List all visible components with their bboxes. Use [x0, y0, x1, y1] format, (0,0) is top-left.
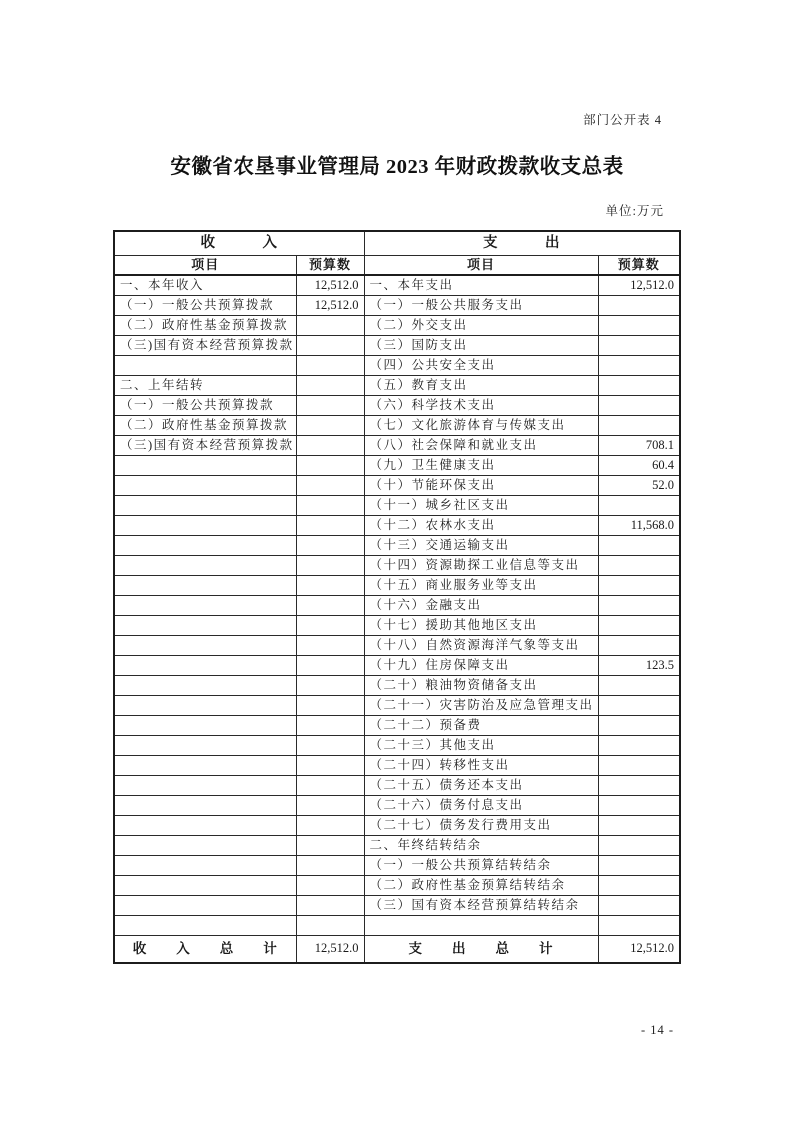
expense-value-cell: [598, 596, 680, 616]
income-item-cell: [114, 456, 296, 476]
expense-item-cell: （十二）农林水支出: [364, 516, 598, 536]
income-value-cell: [296, 796, 364, 816]
income-value-cell: [296, 336, 364, 356]
income-value-cell: 12,512.0: [296, 275, 364, 296]
expense-item-cell: （九）卫生健康支出: [364, 456, 598, 476]
income-value-cell: [296, 376, 364, 396]
expense-value-cell: [598, 316, 680, 336]
expense-item-cell: （五）教育支出: [364, 376, 598, 396]
table-row: [114, 716, 680, 736]
expense-item-cell: （十七）援助其他地区支出: [364, 616, 598, 636]
expense-value-cell: 123.5: [598, 656, 680, 676]
income-value-cell: [296, 456, 364, 476]
column-header-row: [114, 256, 680, 276]
expense-value-cell: 60.4: [598, 456, 680, 476]
expense-value-cell: [598, 876, 680, 896]
page-number: - 14 -: [641, 1023, 675, 1037]
doc-sheet-label: 部门公开表 4: [583, 113, 662, 127]
income-item-cell: 二、上年结转: [114, 376, 296, 396]
table-row: [114, 816, 680, 836]
expense-value-cell: [598, 916, 680, 936]
expense-item-cell: （十三）交通运输支出: [364, 536, 598, 556]
income-value-cell: [296, 776, 364, 796]
expense-value-cell: [598, 536, 680, 556]
table-row: [114, 836, 680, 856]
expense-item-cell: （七）文化旅游体育与传媒支出: [364, 416, 598, 436]
expense-item-cell: （四）公共安全支出: [364, 356, 598, 376]
income-value-cell: [296, 816, 364, 836]
expense-item-cell: （三）国有资本经营预算结转结余: [364, 896, 598, 916]
expense-value-cell: [598, 796, 680, 816]
income-item-cell: [114, 636, 296, 656]
income-item-cell: [114, 536, 296, 556]
income-item-cell: [114, 896, 296, 916]
expense-item-cell: （三）国防支出: [364, 336, 598, 356]
table-row: [114, 496, 680, 516]
income-value-cell: [296, 916, 364, 936]
expense-value-cell: [598, 336, 680, 356]
expense-item-cell: 二、年终结转结余: [364, 836, 598, 856]
income-item-cell: [114, 876, 296, 896]
expense-value-cell: [598, 856, 680, 876]
expense-item-cell: [364, 916, 598, 936]
expense-value-cell: [598, 636, 680, 656]
income-value-cell: [296, 656, 364, 676]
income-value-cell: [296, 396, 364, 416]
expense-value-cell: [598, 896, 680, 916]
expense-item-cell: （十一）城乡社区支出: [364, 496, 598, 516]
income-item-cell: [114, 716, 296, 736]
table-row: [114, 536, 680, 556]
table-row: [114, 916, 680, 936]
table-row: [114, 676, 680, 696]
expense-item-cell: （二十二）预备费: [364, 716, 598, 736]
expense-total-label: 支 出 总 计: [364, 936, 598, 964]
table-row: [114, 296, 680, 316]
income-value-cell: [296, 356, 364, 376]
expense-value-cell: 12,512.0: [598, 275, 680, 296]
income-value-cell: [296, 636, 364, 656]
expense-section-header: 支 出: [364, 231, 680, 256]
expense-value-cell: [598, 696, 680, 716]
income-item-cell: [114, 676, 296, 696]
expense-item-cell: （十六）金融支出: [364, 596, 598, 616]
income-item-column-header: 项目: [114, 256, 296, 276]
income-value-cell: [296, 536, 364, 556]
table-row: [114, 796, 680, 816]
table-row: [114, 556, 680, 576]
income-item-cell: [114, 696, 296, 716]
table-row: [114, 275, 680, 296]
income-item-cell: 一、本年收入: [114, 275, 296, 296]
income-value-cell: [296, 416, 364, 436]
income-value-cell: [296, 556, 364, 576]
table-row: [114, 396, 680, 416]
income-item-cell: （三)国有资本经营预算拨款: [114, 336, 296, 356]
table-row: [114, 316, 680, 336]
expense-item-cell: （一）一般公共服务支出: [364, 296, 598, 316]
income-item-cell: （二）政府性基金预算拨款: [114, 416, 296, 436]
expense-value-cell: [598, 756, 680, 776]
expense-total-value: 12,512.0: [598, 936, 680, 964]
income-item-cell: [114, 756, 296, 776]
table-row: [114, 416, 680, 436]
expense-item-cell: （二十四）转移性支出: [364, 756, 598, 776]
income-value-cell: [296, 576, 364, 596]
expense-value-cell: [598, 296, 680, 316]
income-budget-column-header: 预算数: [296, 256, 364, 276]
table-row: [114, 476, 680, 496]
expense-value-cell: [598, 356, 680, 376]
expense-item-cell: （十八）自然资源海洋气象等支出: [364, 636, 598, 656]
income-item-cell: [114, 836, 296, 856]
expense-item-cell: （二）政府性基金预算结转结余: [364, 876, 598, 896]
table-row: [114, 756, 680, 776]
income-value-cell: [296, 876, 364, 896]
expense-value-cell: [598, 736, 680, 756]
expense-value-cell: [598, 396, 680, 416]
income-item-cell: （一）一般公共预算拨款: [114, 396, 296, 416]
expense-item-cell: （一）一般公共预算结转结余: [364, 856, 598, 876]
expense-item-cell: （二）外交支出: [364, 316, 598, 336]
table-row: [114, 576, 680, 596]
income-item-cell: [114, 496, 296, 516]
income-value-cell: [296, 896, 364, 916]
table-row: [114, 336, 680, 356]
expense-value-cell: [598, 376, 680, 396]
income-section-header: 收 入: [114, 231, 364, 256]
income-item-cell: （二）政府性基金预算拨款: [114, 316, 296, 336]
expense-item-cell: （二十）粮油物资储备支出: [364, 676, 598, 696]
table-row: [114, 616, 680, 636]
income-value-cell: [296, 436, 364, 456]
budget-table-body: [114, 275, 680, 963]
income-value-cell: [296, 516, 364, 536]
income-value-cell: [296, 596, 364, 616]
expense-value-cell: [598, 836, 680, 856]
expense-value-cell: [598, 556, 680, 576]
expense-value-cell: [598, 496, 680, 516]
table-row: [114, 516, 680, 536]
expense-item-cell: （二十五）债务还本支出: [364, 776, 598, 796]
section-header-row: [114, 231, 680, 256]
income-item-cell: [114, 356, 296, 376]
income-item-cell: [114, 656, 296, 676]
table-row: [114, 876, 680, 896]
income-value-cell: 12,512.0: [296, 296, 364, 316]
expense-value-cell: [598, 616, 680, 636]
expense-item-cell: （二十六）债务付息支出: [364, 796, 598, 816]
expense-value-cell: 708.1: [598, 436, 680, 456]
income-value-cell: [296, 756, 364, 776]
expense-item-cell: （十）节能环保支出: [364, 476, 598, 496]
budget-table: [113, 230, 681, 964]
expense-item-cell: （二十七）债务发行费用支出: [364, 816, 598, 836]
income-item-cell: [114, 556, 296, 576]
expense-item-cell: （十四）资源勘探工业信息等支出: [364, 556, 598, 576]
expense-item-cell: （十五）商业服务业等支出: [364, 576, 598, 596]
table-row: [114, 656, 680, 676]
income-item-cell: [114, 816, 296, 836]
total-row: [114, 936, 680, 964]
income-item-cell: [114, 616, 296, 636]
expense-item-cell: （十九）住房保障支出: [364, 656, 598, 676]
income-total-label: 收 入 总 计: [114, 936, 296, 964]
income-item-cell: [114, 916, 296, 936]
expense-value-cell: 11,568.0: [598, 516, 680, 536]
table-row: [114, 896, 680, 916]
table-row: [114, 456, 680, 476]
table-row: [114, 856, 680, 876]
income-item-cell: （一）一般公共预算拨款: [114, 296, 296, 316]
income-value-cell: [296, 496, 364, 516]
expense-value-cell: [598, 676, 680, 696]
table-row: [114, 636, 680, 656]
expense-item-cell: （六）科学技术支出: [364, 396, 598, 416]
income-value-cell: [296, 856, 364, 876]
income-value-cell: [296, 476, 364, 496]
income-value-cell: [296, 736, 364, 756]
income-item-cell: [114, 476, 296, 496]
table-row: [114, 776, 680, 796]
expense-item-cell: （二十一）灾害防治及应急管理支出: [364, 696, 598, 716]
expense-value-cell: [598, 716, 680, 736]
page-title: 安徽省农垦事业管理局 2023 年财政拨款收支总表: [170, 156, 624, 178]
expense-item-cell: 一、本年支出: [364, 275, 598, 296]
table-row: [114, 436, 680, 456]
expense-value-cell: [598, 776, 680, 796]
unit-label: 单位:万元: [605, 204, 664, 218]
income-value-cell: [296, 716, 364, 736]
income-value-cell: [296, 696, 364, 716]
expense-item-cell: （二十三）其他支出: [364, 736, 598, 756]
income-item-cell: （三)国有资本经营预算拨款: [114, 436, 296, 456]
income-value-cell: [296, 676, 364, 696]
income-item-cell: [114, 596, 296, 616]
table-row: [114, 376, 680, 396]
income-item-cell: [114, 516, 296, 536]
income-item-cell: [114, 776, 296, 796]
income-item-cell: [114, 576, 296, 596]
table-row: [114, 596, 680, 616]
income-value-cell: [296, 836, 364, 856]
expense-item-cell: （八）社会保障和就业支出: [364, 436, 598, 456]
income-total-value: 12,512.0: [296, 936, 364, 964]
expense-value-cell: 52.0: [598, 476, 680, 496]
income-value-cell: [296, 316, 364, 336]
income-item-cell: [114, 856, 296, 876]
expense-value-cell: [598, 816, 680, 836]
expense-item-column-header: 项目: [364, 256, 598, 276]
income-item-cell: [114, 796, 296, 816]
expense-budget-column-header: 预算数: [598, 256, 680, 276]
income-item-cell: [114, 736, 296, 756]
income-value-cell: [296, 616, 364, 636]
expense-value-cell: [598, 416, 680, 436]
expense-value-cell: [598, 576, 680, 596]
table-row: [114, 696, 680, 716]
table-row: [114, 356, 680, 376]
table-row: [114, 736, 680, 756]
